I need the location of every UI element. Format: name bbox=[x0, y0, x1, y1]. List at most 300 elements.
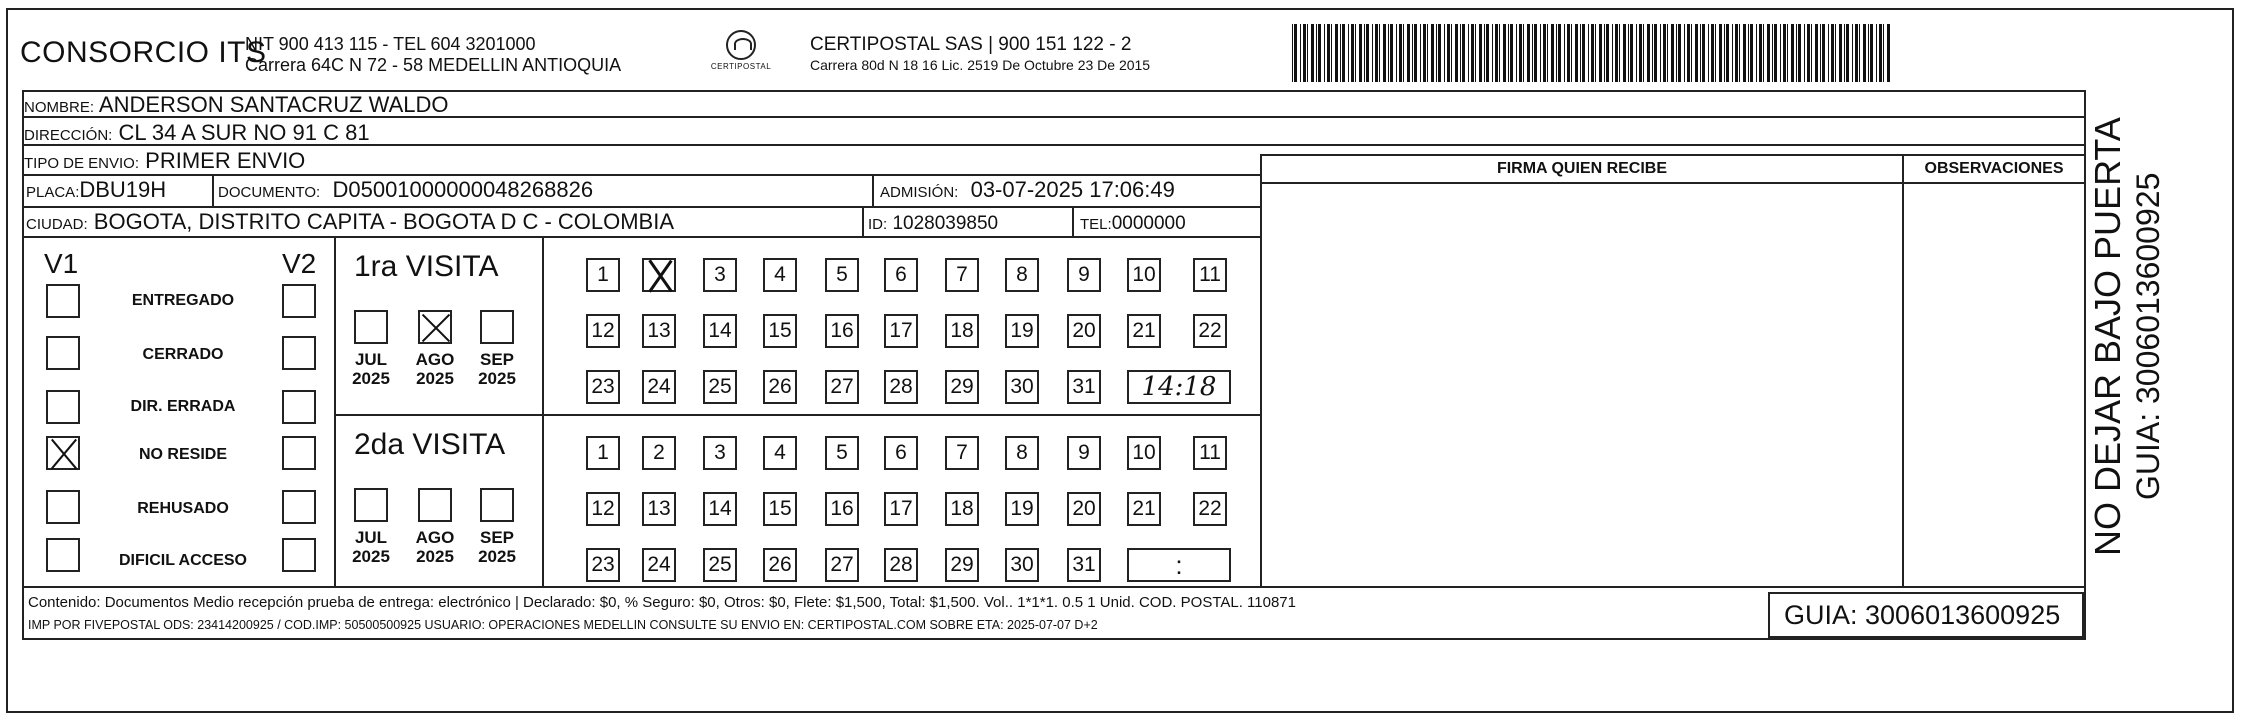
divider bbox=[24, 206, 1260, 208]
month-year: 2025 bbox=[416, 547, 454, 566]
day-checkbox[interactable]: 20 bbox=[1067, 314, 1101, 348]
day-checkbox[interactable]: 5 bbox=[825, 258, 859, 292]
barcode-bar bbox=[1630, 24, 1633, 82]
barcode-bar bbox=[1307, 24, 1308, 82]
month-label bbox=[410, 350, 460, 388]
barcode-bar bbox=[1451, 24, 1452, 82]
admision-field bbox=[880, 178, 1175, 205]
barcode-bar bbox=[1396, 24, 1397, 82]
v1-checkbox[interactable] bbox=[46, 336, 80, 370]
barcode-bar bbox=[1532, 24, 1533, 82]
barcode-bar bbox=[1495, 24, 1498, 82]
barcode-bar bbox=[1475, 24, 1476, 82]
divider bbox=[24, 236, 1260, 238]
logo-text: CERTIPOSTAL bbox=[710, 62, 772, 71]
day-checkbox[interactable]: 12 bbox=[586, 314, 620, 348]
barcode-bar bbox=[1591, 24, 1594, 82]
v2-checkbox[interactable] bbox=[282, 436, 316, 470]
barcode-bar bbox=[1534, 24, 1537, 82]
barcode-bar bbox=[1355, 24, 1356, 82]
admision-value: 03-07-2025 17:06:49 bbox=[970, 177, 1175, 202]
barcode-bar bbox=[1750, 24, 1753, 82]
barcode-bar bbox=[1615, 24, 1618, 82]
barcode-bar bbox=[1547, 24, 1548, 82]
barcode-bar bbox=[1780, 24, 1781, 82]
barcode-bar bbox=[1516, 24, 1517, 82]
v1-header: V1 bbox=[44, 248, 79, 279]
day-checkbox[interactable]: 31 bbox=[1067, 370, 1101, 404]
barcode-bar bbox=[1327, 24, 1330, 82]
barcode-bar bbox=[1791, 24, 1794, 82]
day-checkbox[interactable]: 26 bbox=[763, 548, 797, 582]
day-checkbox[interactable]: 30 bbox=[1005, 548, 1039, 582]
barcode-bar bbox=[1471, 24, 1474, 82]
documento-field bbox=[218, 178, 593, 205]
barcode-bar bbox=[1796, 24, 1797, 82]
barcode-bar bbox=[1399, 24, 1402, 82]
barcode-bar bbox=[1879, 24, 1882, 82]
barcode-bar bbox=[1612, 24, 1613, 82]
month-checkbox[interactable] bbox=[354, 310, 388, 344]
day-checkbox[interactable]: 3 bbox=[703, 436, 737, 470]
day-checkbox[interactable]: 16 bbox=[825, 314, 859, 348]
barcode-bar bbox=[1383, 24, 1386, 82]
barcode-bar bbox=[1335, 24, 1338, 82]
company-info bbox=[245, 34, 621, 76]
barcode-bar bbox=[1372, 24, 1373, 82]
reason-label: CERRADO bbox=[142, 346, 224, 363]
placa-value: DBU19H bbox=[79, 177, 167, 202]
divider bbox=[862, 208, 864, 236]
barcode-bar bbox=[1316, 24, 1317, 82]
reason-label: REHUSADO bbox=[137, 500, 229, 517]
barcode-bar bbox=[1743, 24, 1746, 82]
certi-line2: Carrera 80d N 18 16 Lic. 2519 De Octubre 23 De 2015 bbox=[810, 57, 1151, 73]
day-checkbox[interactable]: 23 bbox=[586, 370, 620, 404]
barcode-bar bbox=[1331, 24, 1332, 82]
day-checkbox[interactable]: 21 bbox=[1127, 492, 1161, 526]
ciudad-value: BOGOTA, DISTRITO CAPITA - BOGOTA D C - COLOMBIA bbox=[93, 209, 675, 234]
reason-label: NO RESIDE bbox=[138, 446, 227, 463]
barcode-bar bbox=[1870, 24, 1873, 82]
barcode-bar bbox=[1564, 24, 1565, 82]
month-year: 2025 bbox=[352, 547, 390, 566]
v1-checkbox[interactable] bbox=[46, 436, 80, 470]
direccion-row bbox=[24, 120, 2084, 146]
company-name: CONSORCIO ITS bbox=[20, 36, 267, 69]
barcode-bar bbox=[1492, 24, 1493, 82]
day-checkbox[interactable]: 17 bbox=[884, 314, 918, 348]
day-checkbox[interactable]: 11 bbox=[1193, 258, 1227, 292]
barcode-bar bbox=[1702, 24, 1705, 82]
barcode-bar bbox=[1540, 24, 1541, 82]
barcode-bar bbox=[1767, 24, 1770, 82]
visit-title: 2da VISITA bbox=[354, 428, 506, 461]
month-name: AGO bbox=[415, 350, 455, 369]
barcode-bar bbox=[1763, 24, 1764, 82]
barcode-bar bbox=[1863, 24, 1866, 82]
nit-line: NIT 900 413 115 - TEL 604 3201000 bbox=[245, 34, 536, 54]
divider bbox=[24, 586, 2086, 588]
barcode-bar bbox=[1412, 24, 1413, 82]
barcode-bar bbox=[1294, 24, 1297, 82]
barcode-bar bbox=[1479, 24, 1482, 82]
barcode-bar bbox=[1484, 24, 1485, 82]
visit-title: 1ra VISITA bbox=[354, 250, 499, 283]
barcode-bar bbox=[1748, 24, 1749, 82]
barcode-bar bbox=[1724, 24, 1725, 82]
v2-header: V2 bbox=[282, 248, 317, 279]
day-checkbox[interactable]: 18 bbox=[945, 492, 979, 526]
barcode-bar bbox=[1606, 24, 1609, 82]
divider bbox=[24, 174, 1260, 176]
day-checkbox[interactable]: 6 bbox=[884, 436, 918, 470]
day-checkbox[interactable]: 14 bbox=[703, 492, 737, 526]
day-checkbox[interactable] bbox=[642, 258, 676, 292]
day-checkbox[interactable]: 25 bbox=[703, 548, 737, 582]
barcode-bar bbox=[1575, 24, 1578, 82]
day-checkbox[interactable]: 30 bbox=[1005, 370, 1039, 404]
barcode-bar bbox=[1599, 24, 1602, 82]
barcode-bar bbox=[1292, 24, 1293, 82]
day-checkbox[interactable]: 9 bbox=[1067, 258, 1101, 292]
barcode-bar bbox=[1423, 24, 1426, 82]
day-checkbox[interactable]: 28 bbox=[884, 370, 918, 404]
reason-label: ENTREGADO bbox=[131, 292, 235, 309]
barcode-bar bbox=[1510, 24, 1513, 82]
barcode-bar bbox=[1839, 24, 1842, 82]
barcode-bar bbox=[1420, 24, 1421, 82]
day-checkbox[interactable]: 10 bbox=[1127, 436, 1161, 470]
tel-value: 0000000 bbox=[1111, 213, 1186, 234]
day-checkbox[interactable]: 11 bbox=[1193, 436, 1227, 470]
barcode-bar bbox=[1300, 24, 1301, 82]
v1-checkbox[interactable] bbox=[46, 490, 80, 524]
barcode-bar bbox=[1460, 24, 1461, 82]
v2-checkbox[interactable] bbox=[282, 284, 316, 318]
day-checkbox[interactable]: 22 bbox=[1193, 492, 1227, 526]
time-field[interactable]: : bbox=[1127, 548, 1231, 582]
day-checkbox[interactable]: 24 bbox=[642, 370, 676, 404]
divider bbox=[1260, 154, 1262, 586]
reason-label: DIFICIL ACCESO bbox=[118, 552, 247, 569]
barcode-bar bbox=[1431, 24, 1434, 82]
day-checkbox[interactable]: 14 bbox=[703, 314, 737, 348]
barcode-bar bbox=[1708, 24, 1709, 82]
barcode-bar bbox=[1654, 24, 1657, 82]
barcode-bar bbox=[1438, 24, 1441, 82]
barcode-bar bbox=[1407, 24, 1410, 82]
day-checkbox[interactable]: 13 bbox=[642, 492, 676, 526]
no-dejar-text: NO DEJAR BAJO PUERTA bbox=[2087, 117, 2128, 556]
day-checkbox[interactable]: 6 bbox=[884, 258, 918, 292]
barcode-bar bbox=[1604, 24, 1605, 82]
ciudad-label: CIUDAD: bbox=[26, 216, 88, 233]
day-checkbox[interactable]: 10 bbox=[1127, 258, 1161, 292]
day-checkbox[interactable]: 25 bbox=[703, 370, 737, 404]
barcode-bar bbox=[1619, 24, 1620, 82]
barcode-bar bbox=[1726, 24, 1729, 82]
certipostal-logo bbox=[706, 30, 776, 78]
day-checkbox[interactable]: 27 bbox=[825, 548, 859, 582]
v1-checkbox[interactable] bbox=[46, 284, 80, 318]
barcode-bar bbox=[1732, 24, 1733, 82]
day-checkbox[interactable]: 19 bbox=[1005, 314, 1039, 348]
day-checkbox[interactable]: 29 bbox=[945, 548, 979, 582]
logo-icon bbox=[726, 30, 756, 60]
month-checkbox[interactable] bbox=[418, 310, 452, 344]
month-name: AGO bbox=[415, 528, 455, 547]
barcode-bar bbox=[1667, 24, 1668, 82]
barcode-bar bbox=[1558, 24, 1561, 82]
barcode-bar bbox=[1852, 24, 1853, 82]
v1-checkbox[interactable] bbox=[46, 390, 80, 424]
nombre-value: ANDERSON SANTACRUZ WALDO bbox=[98, 92, 449, 117]
barcode-bar bbox=[1556, 24, 1557, 82]
barcode-bar bbox=[1756, 24, 1757, 82]
day-checkbox[interactable]: 20 bbox=[1067, 492, 1101, 526]
tel-field bbox=[1080, 212, 1186, 237]
imp-text: IMP POR FIVEPOSTAL ODS: 23414200925 / COD.IMP: 50500500925 USUARIO: OPERACIONES MEDELLIN CONSULTE SU ENVIO EN: CERTIPOSTAL.COM SOBRE ETA: 2025-07-07 D+2 bbox=[28, 618, 1098, 632]
barcode-bar bbox=[1815, 24, 1818, 82]
barcode-bar bbox=[1783, 24, 1786, 82]
barcode-bar bbox=[1444, 24, 1445, 82]
v2-checkbox[interactable] bbox=[282, 390, 316, 424]
barcode-bar bbox=[1342, 24, 1345, 82]
day-checkbox[interactable]: 22 bbox=[1193, 314, 1227, 348]
barcode-bar bbox=[1623, 24, 1626, 82]
barcode-bar bbox=[1711, 24, 1714, 82]
day-checkbox[interactable]: 21 bbox=[1127, 314, 1161, 348]
barcode-bar bbox=[1436, 24, 1437, 82]
barcode-bar bbox=[1676, 24, 1677, 82]
barcode-bar bbox=[1588, 24, 1589, 82]
barcode-bar bbox=[1695, 24, 1698, 82]
barcode-bar bbox=[1835, 24, 1836, 82]
id-field bbox=[868, 212, 998, 237]
placa-field bbox=[26, 178, 166, 205]
id-value: 1028039850 bbox=[892, 213, 999, 234]
barcode-bar bbox=[1684, 24, 1685, 82]
barcode-bar bbox=[1719, 24, 1722, 82]
documento-value: D05001000000048268826 bbox=[332, 177, 594, 202]
barcode-bar bbox=[1846, 24, 1849, 82]
divider bbox=[1902, 154, 1904, 586]
barcode-bar bbox=[1324, 24, 1325, 82]
barcode-bar bbox=[1678, 24, 1681, 82]
divider bbox=[872, 176, 874, 206]
month-label bbox=[346, 350, 396, 388]
tipo-value: PRIMER ENVIO bbox=[145, 148, 306, 173]
barcode-bar bbox=[1636, 24, 1637, 82]
day-checkbox[interactable]: 9 bbox=[1067, 436, 1101, 470]
v1-checkbox[interactable] bbox=[46, 538, 80, 572]
barcode-bar bbox=[1807, 24, 1810, 82]
barcode-bar bbox=[1303, 24, 1306, 82]
barcode-bar bbox=[1582, 24, 1585, 82]
month-label bbox=[346, 528, 396, 566]
address-line: Carrera 64C N 72 - 58 MEDELLIN ANTIOQUIA bbox=[245, 55, 622, 75]
nombre-label: NOMBRE: bbox=[24, 99, 95, 116]
nombre-row bbox=[24, 92, 2084, 118]
barcode-bar bbox=[1759, 24, 1762, 82]
day-checkbox[interactable]: 4 bbox=[763, 436, 797, 470]
barcode-bar bbox=[1462, 24, 1465, 82]
barcode-bar bbox=[1543, 24, 1546, 82]
time-field[interactable]: 14:18 bbox=[1127, 370, 1231, 404]
divider bbox=[212, 176, 214, 206]
barcode-bar bbox=[1447, 24, 1450, 82]
divider bbox=[542, 236, 544, 586]
tipo-label: TIPO DE ENVIO: bbox=[24, 155, 140, 172]
contenido-text: Contenido: Documentos Medio recepción prueba de entrega: electrónico | Declarado: $0, % Seguro: $0, Otros: $0, Flete: $1,500, Total: $1,500. Vol.. 1*1*1. 0.5 1 Unid. COD. POSTAL. 110871 bbox=[28, 594, 1296, 611]
side-guia-text: GUIA: 3006013600925 bbox=[2130, 172, 2166, 500]
day-checkbox[interactable]: 15 bbox=[763, 314, 797, 348]
v2-checkbox[interactable] bbox=[282, 538, 316, 572]
month-checkbox[interactable] bbox=[480, 488, 514, 522]
barcode-bar bbox=[1811, 24, 1812, 82]
barcode-bar bbox=[1643, 24, 1644, 82]
barcode-bar bbox=[1820, 24, 1821, 82]
month-checkbox[interactable] bbox=[418, 488, 452, 522]
day-checkbox[interactable]: 19 bbox=[1005, 492, 1039, 526]
month-label bbox=[410, 528, 460, 566]
month-year: 2025 bbox=[478, 547, 516, 566]
barcode-bar bbox=[1359, 24, 1362, 82]
day-checkbox[interactable]: 7 bbox=[945, 258, 979, 292]
barcode-bar bbox=[1403, 24, 1404, 82]
barcode-bar bbox=[1831, 24, 1834, 82]
barcode-bar bbox=[1455, 24, 1458, 82]
documento-label: DOCUMENTO: bbox=[218, 184, 321, 201]
day-checkbox[interactable]: 8 bbox=[1005, 436, 1039, 470]
barcode-bar bbox=[1739, 24, 1740, 82]
barcode-bar bbox=[1468, 24, 1469, 82]
barcode-bar bbox=[1340, 24, 1341, 82]
month-name: JUL bbox=[354, 350, 388, 369]
month-year: 2025 bbox=[478, 369, 516, 388]
barcode-bar bbox=[1855, 24, 1858, 82]
barcode-bar bbox=[1887, 24, 1890, 82]
day-checkbox[interactable]: 24 bbox=[642, 548, 676, 582]
barcode-bar bbox=[1388, 24, 1389, 82]
day-checkbox[interactable]: 18 bbox=[945, 314, 979, 348]
barcode-bar bbox=[1876, 24, 1877, 82]
day-checkbox[interactable]: 3 bbox=[703, 258, 737, 292]
day-checkbox[interactable]: 1 bbox=[586, 258, 620, 292]
barcode-bar bbox=[1735, 24, 1738, 82]
reason-label: DIR. ERRADA bbox=[130, 398, 236, 415]
divider bbox=[334, 414, 1260, 416]
ciudad-field bbox=[26, 210, 674, 237]
barcode-bar bbox=[1379, 24, 1380, 82]
divider bbox=[1072, 208, 1074, 236]
barcode-bar bbox=[1595, 24, 1596, 82]
day-checkbox[interactable]: 15 bbox=[763, 492, 797, 526]
day-checkbox[interactable]: 16 bbox=[825, 492, 859, 526]
month-checkbox[interactable] bbox=[480, 310, 514, 344]
divider bbox=[334, 236, 336, 586]
day-checkbox[interactable]: 5 bbox=[825, 436, 859, 470]
barcode-bar bbox=[1663, 24, 1666, 82]
month-name: SEP bbox=[479, 528, 515, 547]
day-checkbox[interactable]: 4 bbox=[763, 258, 797, 292]
barcode-bar bbox=[1647, 24, 1650, 82]
barcode-bar bbox=[1844, 24, 1845, 82]
divider bbox=[1260, 154, 2086, 156]
barcode-bar bbox=[1660, 24, 1661, 82]
day-checkbox[interactable]: 31 bbox=[1067, 548, 1101, 582]
barcode-bar bbox=[1351, 24, 1354, 82]
day-checkbox[interactable]: 26 bbox=[763, 370, 797, 404]
barcode-bar bbox=[1804, 24, 1805, 82]
firma-header: FIRMA QUIEN RECIBE bbox=[1496, 160, 1668, 177]
barcode-bar bbox=[1828, 24, 1829, 82]
barcode-bar bbox=[1687, 24, 1690, 82]
v2-checkbox[interactable] bbox=[282, 490, 316, 524]
barcode-bar bbox=[1691, 24, 1692, 82]
placa-label: PLACA: bbox=[26, 184, 80, 201]
month-name: SEP bbox=[479, 350, 515, 369]
barcode-bar bbox=[1639, 24, 1642, 82]
barcode-bar bbox=[1519, 24, 1522, 82]
barcode-bar bbox=[1787, 24, 1788, 82]
barcode-bar bbox=[1628, 24, 1629, 82]
day-checkbox[interactable]: 23 bbox=[586, 548, 620, 582]
barcode-bar bbox=[1414, 24, 1417, 82]
barcode-bar bbox=[1318, 24, 1321, 82]
month-label bbox=[472, 528, 522, 566]
barcode-bar bbox=[1427, 24, 1428, 82]
barcode-bar bbox=[1700, 24, 1701, 82]
day-checkbox[interactable]: 7 bbox=[945, 436, 979, 470]
day-checkbox[interactable]: 2 bbox=[642, 436, 676, 470]
day-checkbox[interactable]: 12 bbox=[586, 492, 620, 526]
id-label: ID: bbox=[868, 216, 888, 233]
barcode-bar bbox=[1486, 24, 1489, 82]
month-year: 2025 bbox=[352, 369, 390, 388]
barcode-bar bbox=[1375, 24, 1378, 82]
barcode-bar bbox=[1822, 24, 1825, 82]
month-name: JUL bbox=[354, 528, 388, 547]
guia-number: GUIA: 3006013600925 bbox=[1768, 592, 2084, 638]
admision-label: ADMISIÓN: bbox=[880, 184, 959, 201]
barcode-bar bbox=[1774, 24, 1777, 82]
barcode-bar bbox=[1798, 24, 1801, 82]
direccion-label: DIRECCIÓN: bbox=[24, 127, 113, 144]
barcode-bar bbox=[1366, 24, 1369, 82]
barcode-bar bbox=[1523, 24, 1524, 82]
month-checkbox[interactable] bbox=[354, 488, 388, 522]
barcode-bar bbox=[1499, 24, 1500, 82]
barcode-bar bbox=[1390, 24, 1393, 82]
barcode-bar bbox=[1311, 24, 1314, 82]
month-year: 2025 bbox=[416, 369, 454, 388]
day-checkbox[interactable]: 8 bbox=[1005, 258, 1039, 292]
day-checkbox[interactable]: 13 bbox=[642, 314, 676, 348]
day-checkbox[interactable]: 28 bbox=[884, 548, 918, 582]
barcode-bar bbox=[1671, 24, 1674, 82]
day-checkbox[interactable]: 29 bbox=[945, 370, 979, 404]
day-checkbox[interactable]: 17 bbox=[884, 492, 918, 526]
barcode-bar bbox=[1859, 24, 1860, 82]
day-checkbox[interactable]: 27 bbox=[825, 370, 859, 404]
v2-checkbox[interactable] bbox=[282, 336, 316, 370]
barcode-bar bbox=[1527, 24, 1530, 82]
certi-line1: CERTIPOSTAL SAS | 900 151 122 - 2 bbox=[810, 34, 1132, 55]
day-checkbox[interactable]: 1 bbox=[586, 436, 620, 470]
observaciones-header: OBSERVACIONES bbox=[1924, 160, 2064, 177]
